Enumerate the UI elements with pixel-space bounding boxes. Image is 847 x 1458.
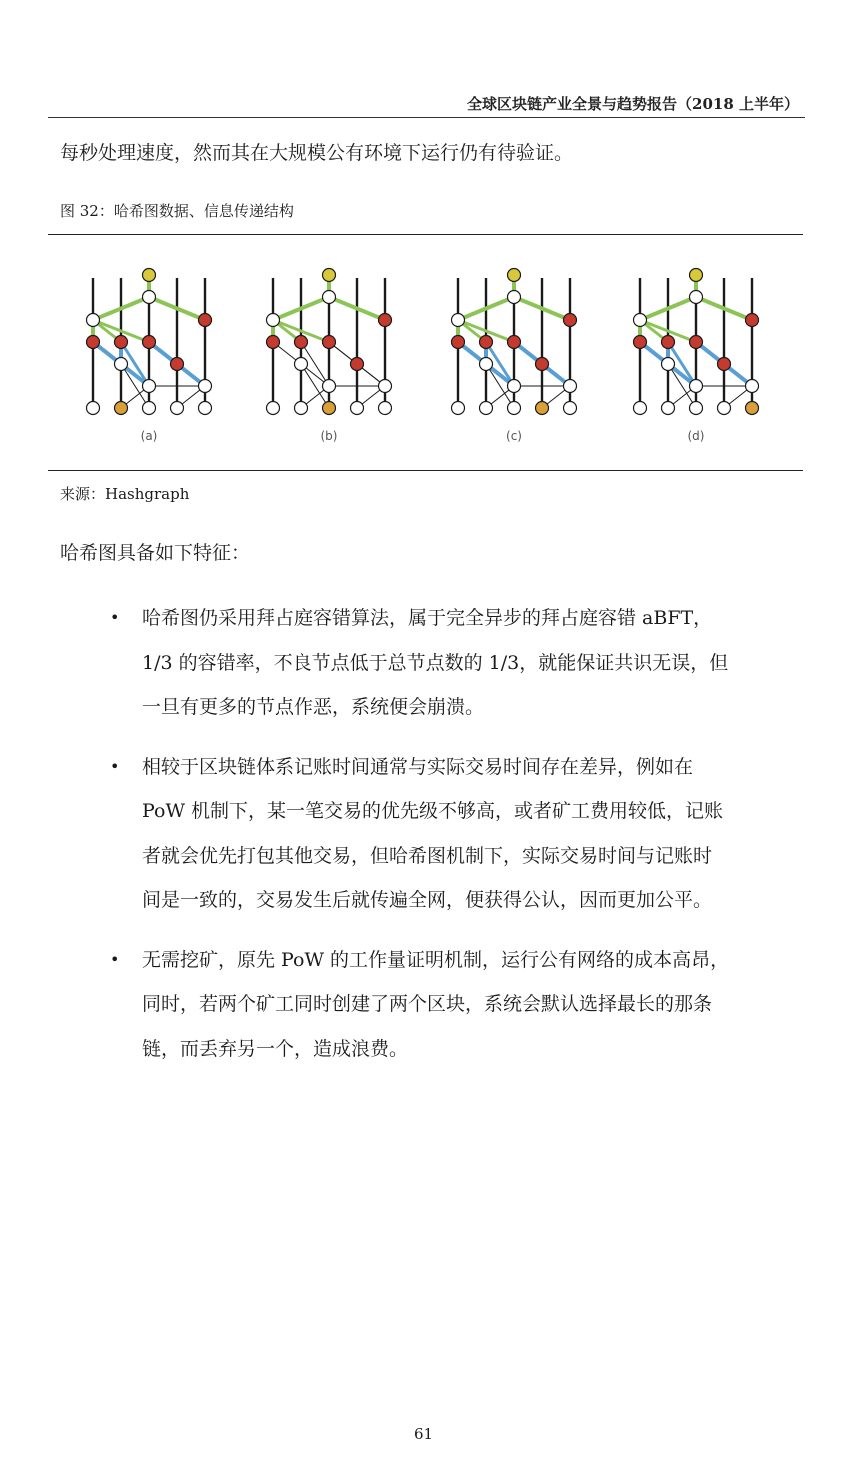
event-node [323,269,336,282]
event-node [508,291,521,304]
feature-line: 哈希图仍采用拜占庭容错算法，属于完全异步的拜占庭容错 aBFT， [142,607,713,629]
event-node [323,380,336,393]
intro-line: 每秒处理速度，然而其在大规模公有环境下运行仍有待验证。 [60,142,574,164]
event-node [143,336,156,349]
feature-line: 间是一致的，交易发生后就传遍全网，便获得公认，因而更加公平。 [142,889,713,911]
event-node [115,336,128,349]
feature-item-1 [110,596,800,730]
event-node [662,402,675,415]
event-node [199,380,212,393]
panel-label: (c) [506,429,522,443]
event-node [746,314,759,327]
bullet-icon: • [110,756,120,776]
feature-line: 一旦有更多的节点作恶，系统便会崩溃。 [142,696,485,718]
event-node [87,314,100,327]
event-node [746,402,759,415]
feature-line: PoW 机制下，某一笔交易的优先级不够高，或者矿工费用较低，记账 [142,800,724,822]
event-node [295,402,308,415]
event-node [480,402,493,415]
figure-caption: 图 32：哈希图数据、信息传递结构 [60,202,294,220]
event-node [690,291,703,304]
hashgraph-panel-3 [452,269,577,444]
figure-bottom-rule [48,470,803,471]
event-node [87,336,100,349]
feature-line: 链，而丢弃另一个，造成浪费。 [142,1037,409,1060]
event-node [480,336,493,349]
event-node [452,314,465,327]
event-node [508,269,521,282]
event-node [115,358,128,371]
event-node [379,402,392,415]
event-node [690,269,703,282]
event-node [351,402,364,415]
event-node [267,314,280,327]
event-node [323,402,336,415]
feature-line: 者就会优先打包其他交易，但哈希图机制下，实际交易时间与记账时 [142,844,713,867]
event-node [199,402,212,415]
event-node [143,380,156,393]
event-node [662,358,675,371]
event-node [508,336,521,349]
event-node [508,380,521,393]
feature-line: 1/3 的容错率，不良节点低于总节点数的 1/3，就能保证共识无误，但 [142,651,729,674]
panel-label: (b) [320,429,338,443]
event-node [536,402,549,415]
event-node [115,402,128,415]
event-node [634,314,647,327]
event-node [452,402,465,415]
event-node [564,402,577,415]
feature-item-3 [110,938,800,1072]
event-node [87,402,100,415]
header-rule [48,117,805,118]
event-node [480,358,493,371]
event-node [199,314,212,327]
event-node [718,358,731,371]
event-node [323,291,336,304]
event-node [690,336,703,349]
event-node [295,358,308,371]
bullet-icon: • [110,949,120,969]
event-node [452,336,465,349]
event-node [267,336,280,349]
page-number: 61 [413,1425,434,1443]
event-node [746,380,759,393]
bullet-icon: • [110,608,120,627]
header-title: 全球区块链产业全景与趋势报告（2018 上半年） [467,95,799,113]
event-node [718,402,731,415]
figure-top-rule [48,234,803,235]
event-node [295,336,308,349]
event-node [143,402,156,415]
hashgraph-panel-1 [87,269,212,444]
features-intro: 哈希图具备如下特征： [60,542,251,564]
event-node [351,358,364,371]
panel-label: (a) [140,429,158,443]
event-node [323,336,336,349]
event-node [564,314,577,327]
event-node [143,291,156,304]
figure-source: 来源：Hashgraph [60,485,190,503]
event-node [634,402,647,415]
event-node [536,358,549,371]
panel-label: (d) [687,429,705,443]
hashgraph-figure [48,240,803,465]
feature-line: 无需挖矿，原先 PoW 的工作量证明机制，运行公有网络的成本高昂， [142,948,730,971]
event-node [379,314,392,327]
event-node [171,358,184,371]
feature-item-2 [110,745,800,923]
event-node [171,402,184,415]
event-node [690,402,703,415]
event-node [662,336,675,349]
feature-line: 同时，若两个矿工同时创建了两个区块，系统会默认选择最长的那条 [142,993,713,1015]
hashgraph-panel-2 [267,269,392,444]
feature-list [110,596,800,1086]
event-node [143,269,156,282]
feature-line: 相较于区块链体系记账时间通常与实际交易时间存在差异，例如在 [142,755,694,778]
event-node [564,380,577,393]
event-node [508,402,521,415]
event-node [634,336,647,349]
event-node [267,402,280,415]
hashgraph-diagram [48,240,803,465]
event-node [690,380,703,393]
event-node [379,380,392,393]
hashgraph-panel-4 [634,269,759,444]
